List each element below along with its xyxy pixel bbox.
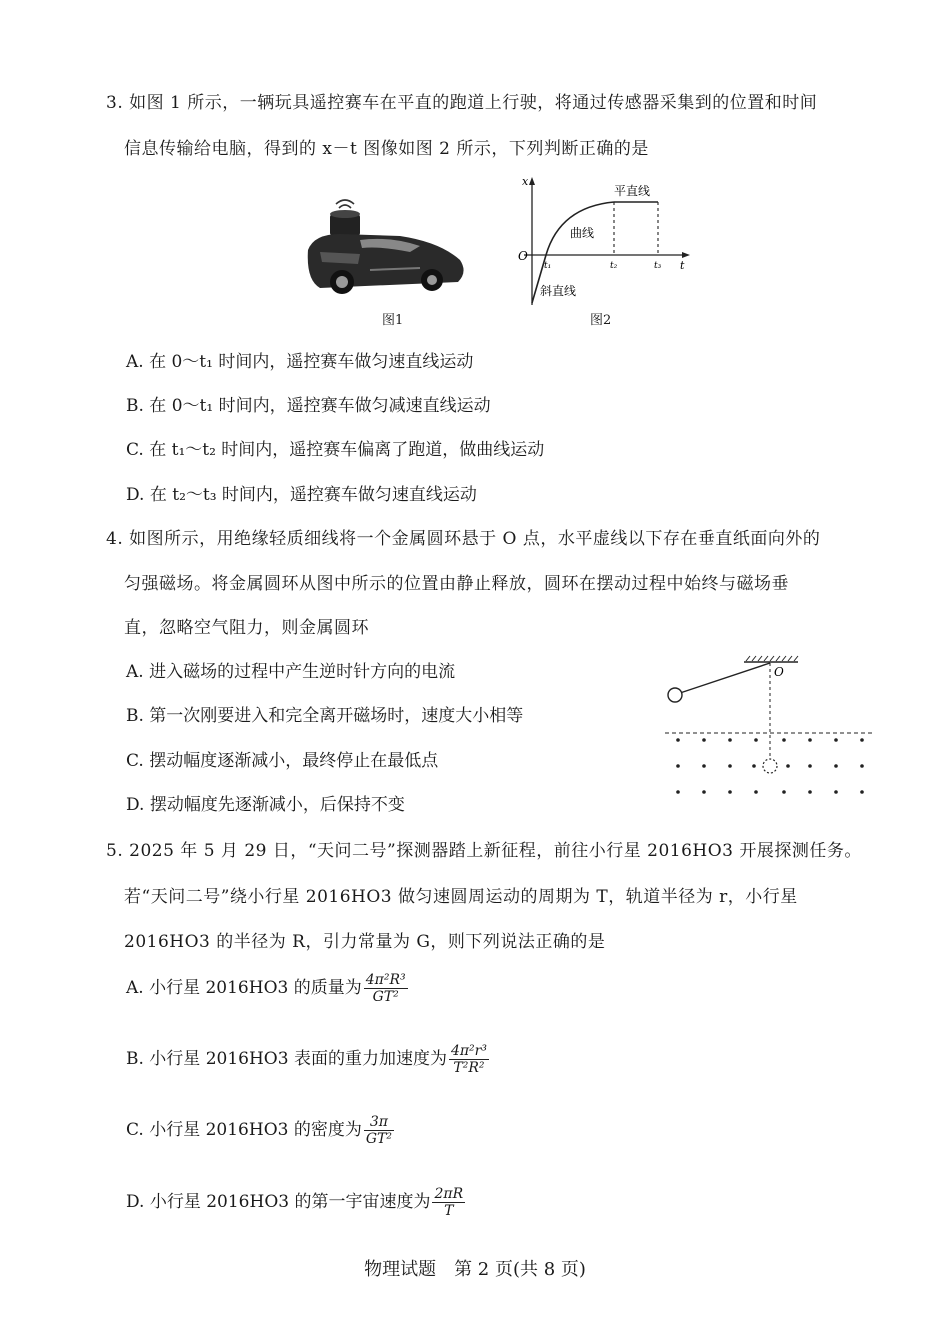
- q5-option-d: D. 小行星 2016HO3 的第一宇宙速度为 $\frac{2\pi R}{T}$: [126, 1186, 464, 1220]
- t2-tick-label: t₂: [610, 261, 618, 271]
- page-footer: 物理试题 第 2 页(共 8 页): [364, 1259, 586, 1280]
- x-axis-label: x: [522, 175, 529, 188]
- q5-d-fraction: $\frac{2\pi R}{T}$: [434, 1186, 464, 1220]
- t3-tick-label: t₃: [654, 261, 662, 271]
- q5-option-c: C. 小行星 2016HO3 的密度为 $\frac{3\pi}{\text{GT²}}$: [126, 1114, 392, 1148]
- origin-label: O: [518, 249, 528, 263]
- fig1-caption: 图1: [382, 313, 404, 328]
- q3-option-c: C. 在 t₁～t₂ 时间内，遥控赛车偏离了跑道，做曲线运动: [126, 440, 545, 460]
- q4-option-d: D. 摆动幅度先逐渐减小，后保持不变: [126, 795, 405, 815]
- q3-stem-line2: 信息传输给电脑，得到的 x－t 图像如图 2 所示，下列判断正确的是: [124, 139, 649, 159]
- curve-label: 曲线: [570, 226, 595, 240]
- q5-stem-line2: 若“天问二号”绕小行星 2016HO3 做匀速圆周运动的周期为 T，轨道半径为 r，小行星: [124, 887, 798, 907]
- q4-stem-line3: 直，忽略空气阻力，则金属圆环: [124, 618, 369, 638]
- t-axis-label: t: [680, 259, 685, 272]
- toy-car-image: [300, 190, 475, 305]
- q3-option-a: A. 在 0～t₁ 时间内，遥控赛车做匀速直线运动: [126, 352, 474, 372]
- q5-option-a: A. 小行星 2016HO3 的质量为 $\frac{\text{4π²R³}}{\text{GT²}}$: [126, 972, 406, 1006]
- q5-c-fraction: $\frac{3\pi}{\text{GT²}}$: [365, 1114, 392, 1148]
- x-t-graph: [510, 175, 695, 310]
- q3-option-d: D. 在 t₂～t₃ 时间内，遥控赛车做匀速直线运动: [126, 485, 477, 505]
- q4-stem-line2: 匀强磁场。将金属圆环从图中所示的位置由静止释放，圆环在摆动过程中始终与磁场垂: [124, 574, 789, 594]
- q3-stem-line1: 3. 如图 1 所示，一辆玩具遥控赛车在平直的跑道上行驶，将通过传感器采集到的位置和时间: [106, 93, 818, 113]
- q3-option-b: B. 在 0～t₁ 时间内，遥控赛车做匀减速直线运动: [126, 396, 491, 416]
- t1-tick-label: t₁: [544, 261, 552, 271]
- q5-b-fraction: $\frac{\text{4π²r³}}{\text{T²R²}}$: [450, 1043, 487, 1077]
- q4-stem-line1: 4. 如图所示，用绝缘轻质细线将一个金属圆环悬于 O 点，水平虚线以下存在垂直纸面向外的: [106, 529, 821, 549]
- q4-option-a: A. 进入磁场的过程中产生逆时针方向的电流: [126, 662, 456, 682]
- pivot-o-label: O: [774, 665, 784, 679]
- q5-stem-line3: 2016HO3 的半径为 R，引力常量为 G，则下列说法正确的是: [124, 932, 606, 952]
- q5-option-b: B. 小行星 2016HO3 表面的重力加速度为 $\frac{\text{4π²r³}}{\text{T²R²}}$: [126, 1043, 487, 1077]
- slope-line-label: 斜直线: [540, 284, 577, 298]
- q4-option-c: C. 摆动幅度逐渐减小，最终停止在最低点: [126, 751, 439, 771]
- q5-stem-line1: 5. 2025 年 5 月 29 日，“天问二号”探测器踏上新征程，前往小行星 2016HO3 开展探测任务。: [106, 841, 862, 861]
- q5-a-fraction: $\frac{\text{4π²R³}}{\text{GT²}}$: [365, 972, 406, 1006]
- fig2-caption: 图2: [590, 313, 612, 328]
- pendulum-field-diagram: [660, 650, 880, 805]
- q4-option-b: B. 第一次刚要进入和完全离开磁场时，速度大小相等: [126, 706, 524, 726]
- flat-line-label: 平直线: [614, 184, 651, 198]
